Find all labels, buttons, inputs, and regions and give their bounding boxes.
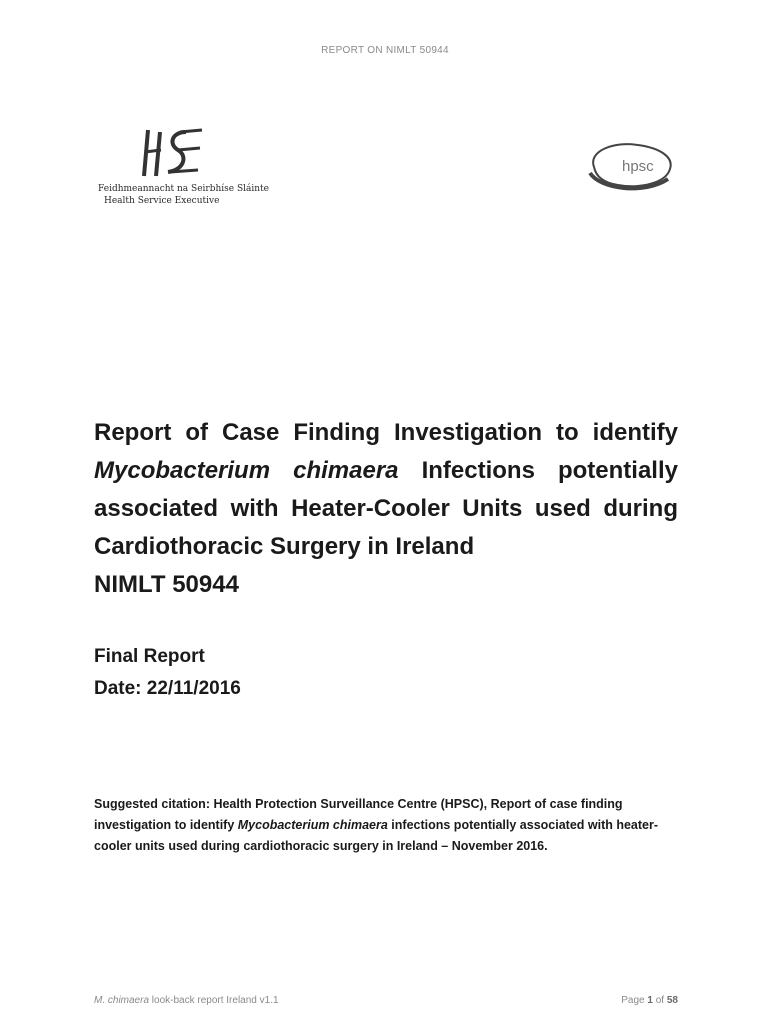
title-line-1: Report of Case Finding Investigation to identify [94,419,678,446]
title-line-5: NIMLT 50944 [94,571,239,598]
report-title [94,414,678,604]
page-of: of [652,995,667,1006]
hpsc-logo [584,133,676,193]
footer-organism: M. chimaera [94,995,150,1006]
page-current: 1 [647,995,653,1006]
citation-part-2: infections potentially associated with heater-cooler units used during cardiothoracic surgery in Ireland – November 2016. [94,818,659,853]
title-organism: Mycobacterium chimaera [94,457,399,484]
citation-organism: Mycobacterium chimaera [237,818,388,832]
footer-doc-rest: look-back report Ireland v1.1 [149,995,279,1006]
title-line-2-rest: Infections potentially [398,457,678,484]
suggested-citation [94,794,678,857]
title-line-4: Cardiothoracic Surgery in Ireland [94,533,475,560]
report-status-block [94,641,241,705]
report-date: Date: 22/11/2016 [94,678,241,699]
footer-page-number [621,995,678,1006]
page-total: 58 [666,995,678,1006]
hpsc-logo-mark [584,133,676,193]
title-line-3: associated with Heater-Cooler Units used during [94,495,678,522]
hse-logo [98,126,269,212]
page-label: Page [621,995,648,1006]
hse-logo-mark [136,126,206,180]
report-status: Final Report [94,646,205,667]
citation-part-1: Suggested citation: Health Protection Surveillance Centre (HPSC), Report of case finding investigation to identify [94,797,623,832]
page-header: REPORT ON NIMLT 50944 [321,45,449,56]
title-line-2 [94,452,678,490]
svg-text:hpsc: hpsc [622,158,654,175]
hse-logo-irish-text: Feidhmeannacht na Seirbhíse Sláinte [98,184,269,194]
footer-document-name [94,995,279,1006]
hse-logo-english-text: Health Service Executive [104,196,220,206]
